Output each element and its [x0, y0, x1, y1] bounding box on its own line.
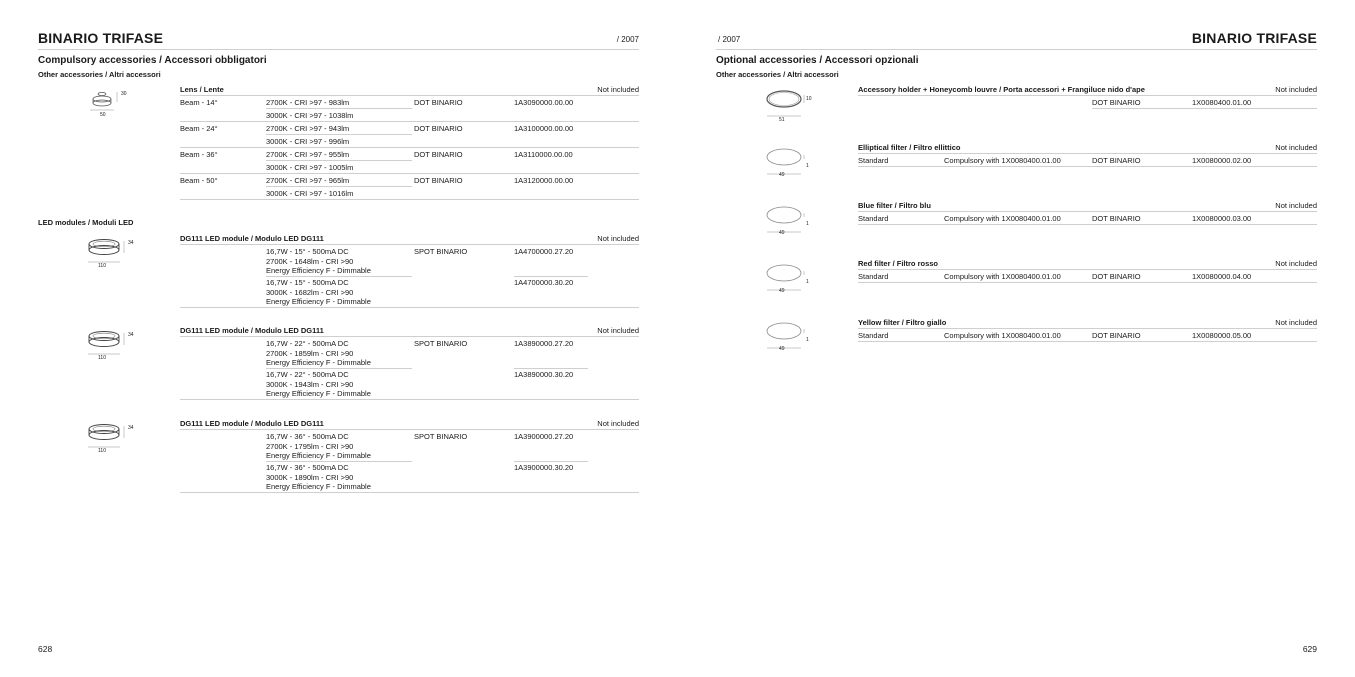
accessory-compat: DOT BINARIO	[1092, 156, 1141, 165]
accessory-compulsory-note: Compulsory with 1X0080400.01.00	[944, 214, 1061, 223]
module-code: 1A3900000.27.20	[514, 432, 574, 441]
accessory-not-included: Not included	[1275, 143, 1317, 152]
module-spec-line: 2700K - 1859lm - CRI >90	[266, 348, 354, 358]
lens-title: Lens / Lente	[180, 85, 224, 94]
module-not-included: Not included	[597, 326, 639, 335]
holder-dim-height: 10	[806, 96, 812, 102]
module-title: DG111 LED module / Modulo LED DG111	[180, 234, 324, 243]
accessory-title: Red filter / Filtro rosso	[858, 259, 939, 268]
accessory-compulsory-note: Compulsory with 1X0080400.01.00	[944, 331, 1061, 340]
led-module-drawing-1	[86, 236, 134, 268]
lens-beam-24: Beam - 24°	[180, 124, 218, 133]
lens-spec: 3000K - CRI >97 - 996lm	[266, 137, 350, 146]
module-spec-line: 16,7W - 22° - 500mA DC	[266, 339, 349, 348]
led-modules-title: LED modules / Moduli LED	[38, 218, 134, 227]
led-module-drawing-3	[86, 421, 134, 453]
right-other-title: Other accessories / Altri accessori	[716, 70, 839, 79]
lens-spec: 2700K - CRI >97 - 955lm	[266, 150, 350, 159]
left-header	[38, 30, 639, 50]
accessory-compat: DOT BINARIO	[1092, 98, 1141, 107]
filter-dim-height: 1	[806, 163, 809, 169]
blue-filter-drawing	[764, 204, 812, 238]
accessory-code: 1X0080000.04.00	[1192, 272, 1252, 281]
module-title: DG111 LED module / Modulo LED DG111	[180, 419, 324, 428]
filter-dim-width: 49	[779, 288, 785, 294]
lens-drawing	[86, 88, 130, 120]
filter-dim-width: 49	[779, 346, 785, 352]
red-filter-block	[858, 259, 1317, 285]
led-module-block-3	[180, 419, 639, 495]
left-page-number: 628	[38, 644, 53, 654]
filter-dim-width: 49	[779, 172, 785, 178]
module-not-included: Not included	[597, 234, 639, 243]
module-code: 1A3900000.30.20	[514, 463, 574, 472]
accessory-code: 1X0080000.03.00	[1192, 214, 1252, 223]
accessory-compulsory-note: Compulsory with 1X0080400.01.00	[944, 156, 1061, 165]
lens-beam-36: Beam - 36°	[180, 150, 218, 159]
module-spec-line: 16,7W - 36° - 500mA DC	[266, 463, 349, 472]
module-spec-line: Energy Efficiency F - Dimmable	[266, 451, 371, 460]
lens-spec: 3000K - CRI >97 - 1005lm	[266, 163, 354, 172]
lens-dim-height: 30	[121, 91, 127, 97]
elliptical-filter-block	[858, 143, 1317, 169]
module-title: DG111 LED module / Modulo LED DG111	[180, 326, 324, 335]
lens-beam-50: Beam - 50°	[180, 176, 218, 185]
module-spec-line: 3000K - 1682lm - CRI >90	[266, 287, 354, 297]
blue-filter-block	[858, 201, 1317, 227]
lens-spec: 3000K - CRI >97 - 1016lm	[266, 189, 354, 198]
lens-spec: 2700K - CRI >97 - 965lm	[266, 176, 350, 185]
module-dim-width: 110	[98, 448, 106, 454]
module-spec-line: 2700K - 1648lm - CRI >90	[266, 256, 354, 266]
accessory-title: Accessory holder + Honeycomb louvre / Porta accessori + Frangiluce nido d'ape	[858, 85, 1145, 94]
module-spec-line: Energy Efficiency F - Dimmable	[266, 389, 371, 398]
right-year: / 2007	[718, 35, 741, 44]
accessory-not-included: Not included	[1275, 259, 1317, 268]
lens-spec: 3000K - CRI >97 - 1038lm	[266, 111, 354, 120]
module-dim-height: 34	[128, 425, 134, 431]
module-code: 1A4700000.30.20	[514, 278, 574, 287]
accessory-not-included: Not included	[1275, 85, 1317, 94]
module-dim-height: 34	[128, 332, 134, 338]
accessory-title: Elliptical filter / Filtro ellittico	[858, 143, 961, 152]
accessory-code: 1X0080400.01.00	[1192, 98, 1252, 107]
lens-code: 1A3090000.00.00	[514, 98, 574, 107]
accessory-code: 1X0080000.05.00	[1192, 331, 1252, 340]
holder-dim-width: 51	[779, 117, 785, 123]
filter-dim-height: 1	[806, 279, 809, 285]
module-spec-line: 16,7W - 15° - 500mA DC	[266, 278, 349, 287]
lens-code: 1A3120000.00.00	[514, 176, 574, 185]
accessory-holder-drawing	[764, 88, 812, 122]
module-spec-line: 3000K - 1890lm - CRI >90	[266, 472, 354, 482]
accessory-title: Yellow filter / Filtro giallo	[858, 318, 947, 327]
lens-spec: 2700K - CRI >97 - 983lm	[266, 98, 350, 107]
filter-dim-width: 49	[779, 230, 785, 236]
right-page-number: 629	[1302, 644, 1317, 654]
module-code: 1A4700000.27.20	[514, 247, 574, 256]
module-dim-height: 34	[128, 240, 134, 246]
module-spec-line: 3000K - 1943lm - CRI >90	[266, 379, 354, 389]
left-year: / 2007	[616, 35, 639, 44]
right-section-title: Optional accessories / Accessori opzionali	[716, 55, 919, 66]
accessory-type: Standard	[858, 272, 889, 281]
module-spec-line: Energy Efficiency F - Dimmable	[266, 358, 371, 367]
left-section-title: Compulsory accessories / Accessori obbligatori	[38, 55, 267, 66]
lens-compat: DOT BINARIO	[414, 98, 463, 107]
elliptical-filter-drawing	[764, 146, 812, 180]
accessory-not-included: Not included	[1275, 318, 1317, 327]
lens-compat: DOT BINARIO	[414, 176, 463, 185]
accessory-compulsory-note: Compulsory with 1X0080400.01.00	[944, 272, 1061, 281]
accessory-code: 1X0080000.02.00	[1192, 156, 1252, 165]
filter-dim-height: 1	[806, 337, 809, 343]
yellow-filter-block	[858, 318, 1317, 344]
lens-beam-14: Beam - 14°	[180, 98, 218, 107]
module-dim-width: 110	[98, 263, 106, 269]
accessory-not-included: Not included	[1275, 201, 1317, 210]
module-spec-line: 2700K - 1795lm - CRI >90	[266, 441, 354, 451]
module-spec-line: Energy Efficiency F - Dimmable	[266, 297, 371, 306]
led-module-drawing-2	[86, 328, 134, 360]
module-not-included: Not included	[597, 419, 639, 428]
accessory-holder-block	[858, 85, 1317, 111]
lens-code: 1A3100000.00.00	[514, 124, 574, 133]
accessory-type: Standard	[858, 156, 889, 165]
left-brand-title: BINARIO TRIFASE	[38, 30, 164, 46]
module-compat: SPOT BINARIO	[414, 339, 468, 348]
lens-code: 1A3110000.00.00	[514, 150, 573, 159]
module-code: 1A3890000.27.20	[514, 339, 574, 348]
accessory-type: Standard	[858, 331, 889, 340]
left-other-title: Other accessories / Altri accessori	[38, 70, 161, 79]
right-brand-title: BINARIO TRIFASE	[1191, 30, 1317, 46]
left-page	[38, 0, 639, 677]
module-spec-line: 16,7W - 15° - 500mA DC	[266, 247, 349, 256]
led-module-block-1	[180, 234, 639, 310]
lens-compat: DOT BINARIO	[414, 150, 463, 159]
module-spec-line: Energy Efficiency F - Dimmable	[266, 482, 371, 491]
filter-dim-height: 1	[806, 221, 809, 227]
accessory-compat: DOT BINARIO	[1092, 214, 1141, 223]
module-spec-line: 16,7W - 36° - 500mA DC	[266, 432, 349, 441]
lens-dim-width: 50	[100, 112, 106, 118]
module-code: 1A3890000.30.20	[514, 370, 574, 379]
module-spec-line: Energy Efficiency F - Dimmable	[266, 266, 371, 275]
lens-spec: 2700K - CRI >97 - 943lm	[266, 124, 350, 133]
module-spec-line: 16,7W - 22° - 500mA DC	[266, 370, 349, 379]
accessory-compat: DOT BINARIO	[1092, 331, 1141, 340]
lens-not-included: Not included	[597, 85, 639, 94]
accessory-title: Blue filter / Filtro blu	[858, 201, 931, 210]
module-dim-width: 110	[98, 355, 106, 361]
red-filter-drawing	[764, 262, 812, 296]
accessory-compat: DOT BINARIO	[1092, 272, 1141, 281]
accessory-type: Standard	[858, 214, 889, 223]
yellow-filter-drawing	[764, 320, 812, 354]
lens-compat: DOT BINARIO	[414, 124, 463, 133]
right-header	[716, 30, 1317, 50]
module-compat: SPOT BINARIO	[414, 432, 468, 441]
right-page	[716, 0, 1317, 677]
lens-block	[180, 85, 639, 201]
led-module-block-2	[180, 326, 639, 402]
module-compat: SPOT BINARIO	[414, 247, 468, 256]
